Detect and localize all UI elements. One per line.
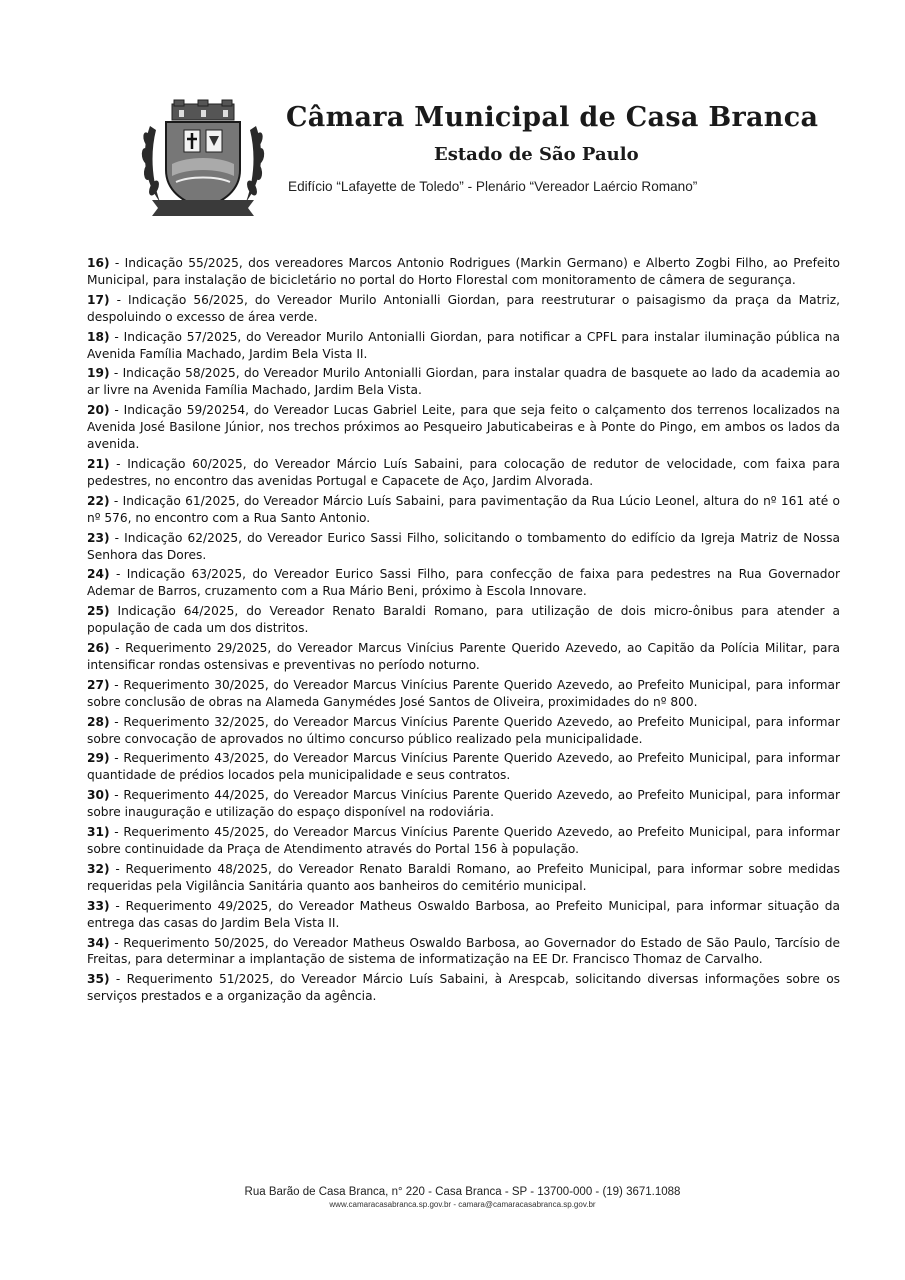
footer-address: Rua Barão de Casa Branca, n° 220 - Casa Branca - SP - 13700-000 - (19) 3671.1088 xyxy=(244,1186,681,1198)
agenda-item xyxy=(87,640,840,674)
item-number: 26) xyxy=(87,641,110,656)
item-text: - Requerimento 50/2025, do Vereador Matheus Oswaldo Barbosa, ao Governador do Estado de São Paulo, Tarcísio de Freitas, para determinar a implantação de sistema de informatização na EE Dr. Francisco Thomaz de Carvalho. xyxy=(87,935,840,967)
item-number: 31) xyxy=(87,825,110,840)
item-number: 29) xyxy=(87,751,110,766)
item-number: 22) xyxy=(87,493,110,508)
agenda-list xyxy=(87,255,840,1008)
item-number: 28) xyxy=(87,714,110,729)
item-number: 30) xyxy=(87,788,110,803)
item-text: - Indicação 62/2025, do Vereador Eurico Sassi Filho, solicitando o tombamento do edifício da Igreja Matriz de Nossa Senhora das Dores. xyxy=(87,530,841,562)
item-number: 17) xyxy=(87,292,110,307)
item-text: - Requerimento 49/2025, do Vereador Matheus Oswaldo Barbosa, ao Prefeito Municipal, para informar situação da entrega das casas do Jardim Bela Vista II. xyxy=(87,898,840,930)
item-text: - Requerimento 30/2025, do Vereador Marcus Vinícius Parente Querido Azevedo, ao Prefeito Municipal, para informar sobre conclusão de obras na Alameda Ganymédes José Santos de Oliveira, proximidades do nº 800. xyxy=(87,677,840,709)
item-number: 16) xyxy=(87,256,110,270)
institution-building: Edifício “Lafayette de Toledo” - Plenário “Vereador Laércio Romano” xyxy=(288,179,698,194)
agenda-item xyxy=(87,824,840,858)
item-number: 34) xyxy=(87,935,110,950)
item-text: - Requerimento 29/2025, do Vereador Marcus Vinícius Parente Querido Azevedo, ao Capitão da Polícia Militar, para intensificar rondas ostensivas e preventivas no período noturno. xyxy=(87,641,840,672)
agenda-item xyxy=(87,566,840,600)
item-text: - Requerimento 51/2025, do Vereador Márcio Luís Sabaini, à Arespcab, solicitando diversas informações sobre os serviços prestados e a organização da agência. xyxy=(87,972,840,1004)
item-number: 21) xyxy=(87,456,110,471)
item-number: 27) xyxy=(87,677,110,692)
letterhead xyxy=(138,98,818,228)
agenda-item xyxy=(87,493,840,527)
agenda-item xyxy=(87,530,840,564)
item-text: - Indicação 57/2025, do Vereador Murilo Antonialli Giordan, para notificar a CPFL para instalar iluminação pública na Avenida Família Machado, Jardim Bela Vista II. xyxy=(87,329,840,361)
agenda-item xyxy=(87,714,840,748)
agenda-item xyxy=(87,402,840,453)
footer-web: www.camaracasabranca.sp.gov.br - camara@camaracasabranca.sp.gov.br xyxy=(329,1200,596,1209)
item-number: 23) xyxy=(87,530,110,545)
agenda-item xyxy=(87,329,840,363)
item-text: - Requerimento 44/2025, do Vereador Marcus Vinícius Parente Querido Azevedo, ao Prefeito Municipal, para informar sobre inauguração e utilização do espaço disponível na rodoviária. xyxy=(87,788,840,820)
item-number: 32) xyxy=(87,861,110,876)
agenda-item xyxy=(87,677,840,711)
agenda-item xyxy=(87,292,840,326)
agenda-item xyxy=(87,898,840,932)
item-number: 33) xyxy=(87,898,110,913)
agenda-item xyxy=(87,750,840,784)
item-text: - Indicação 56/2025, do Vereador Murilo Antonialli Giordan, para reestruturar o paisagismo da praça da Matriz, despoluindo o excesso de área verde. xyxy=(87,292,841,324)
item-number: 25) xyxy=(87,604,110,619)
item-text: - Requerimento 48/2025, do Vereador Renato Baraldi Romano, ao Prefeito Municipal, para informar sobre medidas requeridas pela Vigilância Sanitária quanto aos banheiros do cemitério municipal. xyxy=(87,861,840,893)
item-text: - Indicação 61/2025, do Vereador Márcio Luís Sabaini, para pavimentação da Rua Lúcio Leonel, altura do nº 161 até o nº 576, no encontro com a Rua Santo Antonio. xyxy=(87,493,840,525)
item-text: - Indicação 58/2025, do Vereador Murilo Antonialli Giordan, para instalar quadra de basquete ao lado da academia ao ar livre na Avenida Família Machado, Jardim Bela Vista. xyxy=(87,366,841,398)
footer xyxy=(0,1186,905,1209)
item-number: 18) xyxy=(87,329,110,344)
agenda-item xyxy=(87,365,840,399)
agenda-item xyxy=(87,935,840,969)
agenda-item xyxy=(87,603,840,637)
item-number: 24) xyxy=(87,567,110,582)
agenda-item xyxy=(87,255,840,289)
institution-state: Estado de São Paulo xyxy=(434,144,639,165)
coat-of-arms-logo xyxy=(138,98,268,224)
institution-name: Câmara Municipal de Casa Branca xyxy=(286,102,819,133)
item-number: 19) xyxy=(87,366,110,381)
item-text: - Requerimento 45/2025, do Vereador Marcus Vinícius Parente Querido Azevedo, ao Prefeito Municipal, para informar sobre continuidade da Praça de Atendimento através do Portal 156 à população. xyxy=(87,825,840,856)
agenda-item xyxy=(87,861,840,895)
item-text: - Indicação 63/2025, do Vereador Eurico Sassi Filho, para confecção de faixa para pedestres na Rua Governador Ademar de Barros, cruzamento com a Rua Mário Beni, próximo à Escola Innovare. xyxy=(87,567,840,599)
item-text: - Indicação 59/20254, do Vereador Lucas Gabriel Leite, para que seja feito o calçamento dos terrenos localizados na Avenida José Basilone Júnior, nos trechos próximos ao Pesqueiro Jabuticabeiras e à Ponte do Pingo, em ambos os lados da avenida. xyxy=(87,403,840,452)
agenda-item xyxy=(87,787,840,821)
item-text: Indicação 64/2025, do Vereador Renato Baraldi Romano, para utilização de dois micro-ônibus para atender a população de cada um dos distritos. xyxy=(87,604,840,636)
item-text: - Requerimento 43/2025, do Vereador Marcus Vinícius Parente Querido Azevedo, ao Prefeito Municipal, para informar quantidade de prédios locados pela municipalidade e seus contratos. xyxy=(87,751,840,783)
item-text: - Indicação 60/2025, do Vereador Márcio Luís Sabaini, para colocação de redutor de velocidade, com faixa para pedestres, no encontro das avenidas Portugal e Capacete de Aço, Jardim Alvorada. xyxy=(87,456,840,488)
item-number: 20) xyxy=(87,403,110,418)
agenda-item xyxy=(87,456,840,490)
item-text: - Requerimento 32/2025, do Vereador Marcus Vinícius Parente Querido Azevedo, ao Prefeito Municipal, para informar sobre convocação de aprovados no último concurso público realizado pela municipalidade. xyxy=(87,714,840,746)
item-text: - Indicação 55/2025, dos vereadores Marcos Antonio Rodrigues (Markin Germano) e Alberto Zogbi Filho, ao Prefeito Municipal, para instalação de bicicletário no portal do Horto Florestal com monitoramento de câmera de segurança. xyxy=(87,256,840,287)
item-number: 35) xyxy=(87,972,110,987)
agenda-item xyxy=(87,971,840,1005)
